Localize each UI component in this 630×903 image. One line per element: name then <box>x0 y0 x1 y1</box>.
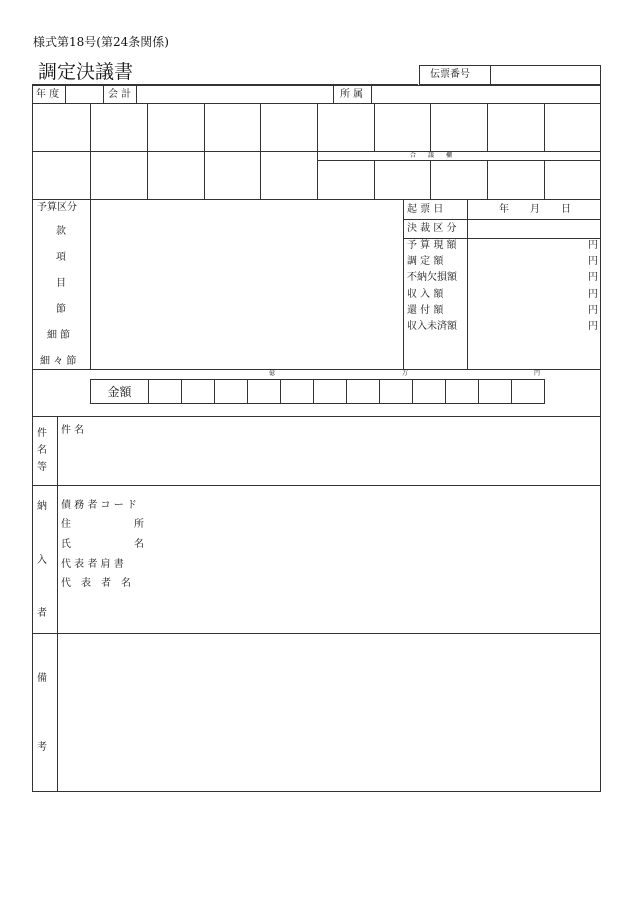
biko-field[interactable] <box>60 636 599 789</box>
kenmei-side-2: 名 <box>37 445 47 456</box>
amount-digit-cell[interactable] <box>281 380 314 404</box>
amount-digit-cell[interactable] <box>413 380 446 404</box>
kihyo-label: 起 票 日 <box>407 204 444 215</box>
yen-mark: 円 <box>588 289 598 300</box>
funo-label: 不納欠損額 <box>407 272 457 283</box>
kenmei-side-3: 等 <box>37 462 47 473</box>
kihyo-date-field[interactable] <box>469 201 599 217</box>
yen-mark: 円 <box>588 321 598 332</box>
en-marker: 円 <box>534 370 541 377</box>
stamp-grid[interactable] <box>32 104 601 199</box>
shozoku-label: 所 属 <box>340 89 364 100</box>
yosan-kubun-label: 予算区分 <box>37 202 77 213</box>
denpyo-label: 伝票番号 <box>430 69 470 80</box>
yosan-detail-field[interactable] <box>92 201 401 367</box>
shimei-label-b: 名 <box>134 539 144 550</box>
kou-label: 項 <box>56 252 66 263</box>
date-nen: 年 <box>499 204 509 215</box>
amount-digit-cell[interactable] <box>215 380 248 404</box>
kenmei-label: 件 名 <box>61 425 85 436</box>
kenmei-side-1: 件 <box>37 428 47 439</box>
yen-mark: 円 <box>588 256 598 267</box>
kaikei-label: 会 計 <box>108 89 132 100</box>
amount-digit-cell[interactable] <box>512 380 545 404</box>
amounts-field[interactable] <box>469 240 585 336</box>
setsu-label: 節 <box>56 304 66 315</box>
amount-digit-cell[interactable] <box>479 380 512 404</box>
daihyo-label: 代 表 者 名 <box>61 578 131 589</box>
nonyu-side-1: 納 <box>37 501 47 512</box>
shimei-label-a: 氏 <box>61 539 71 550</box>
man-marker: 万 <box>402 370 409 377</box>
saisetsu-label: 細 節 <box>47 330 71 341</box>
kanpu-label: 還 付 額 <box>407 305 444 316</box>
biko-side-2: 考 <box>37 742 47 753</box>
amount-digit-cell[interactable] <box>446 380 479 404</box>
yen-mark: 円 <box>588 305 598 316</box>
shunyu-label: 収 入 額 <box>407 289 444 300</box>
amount-digit-cell[interactable] <box>380 380 413 404</box>
saimusha-code-label: 債 務 者 コ ー ド <box>61 500 137 511</box>
shozoku-field[interactable] <box>373 87 599 101</box>
page-title: 調定決議書 <box>38 61 134 83</box>
minosai-label: 収入未済額 <box>407 321 457 332</box>
moku-label: 目 <box>56 278 66 289</box>
amount-digit-cell[interactable] <box>248 380 281 404</box>
date-tsuki: 月 <box>530 204 540 215</box>
amount-digit-cell[interactable] <box>182 380 215 404</box>
katagaki-label: 代 表 者 肩 書 <box>61 559 124 570</box>
yen-mark: 円 <box>588 240 598 251</box>
yen-mark: 円 <box>588 272 598 283</box>
form-number: 様式第18号(第24条関係) <box>33 35 169 49</box>
gougi-label: 合 議 欄 <box>410 152 453 159</box>
amount-digit-cell[interactable] <box>149 380 182 404</box>
amount-digit-cell[interactable] <box>314 380 347 404</box>
kan-label: 款 <box>56 226 66 237</box>
kaikei-field[interactable] <box>138 87 331 101</box>
date-hi: 日 <box>561 204 571 215</box>
kessai-label: 決 裁 区 分 <box>407 223 457 234</box>
chotei-label: 調 定 額 <box>407 256 444 267</box>
amount-box <box>90 379 545 404</box>
denpyo-number-field[interactable] <box>492 67 599 83</box>
nonyu-field[interactable] <box>150 496 599 626</box>
nendo-field[interactable] <box>67 87 101 101</box>
oku-marker: 億 <box>269 370 276 377</box>
saisaisetsu-label: 細 々 節 <box>40 356 77 367</box>
jusho-label-a: 住 <box>61 519 71 530</box>
nendo-label: 年 度 <box>36 89 60 100</box>
yosan-gengaku-label: 予 算 現 額 <box>407 240 457 251</box>
biko-side-1: 備 <box>37 673 47 684</box>
kenmei-field[interactable] <box>92 420 599 482</box>
nonyu-side-2: 入 <box>37 555 47 566</box>
nonyu-side-3: 者 <box>37 608 47 619</box>
jusho-label-b: 所 <box>134 519 144 530</box>
amount-digit-cell[interactable] <box>347 380 380 404</box>
amount-label: 金額 <box>91 380 149 404</box>
kessai-field[interactable] <box>469 221 599 236</box>
